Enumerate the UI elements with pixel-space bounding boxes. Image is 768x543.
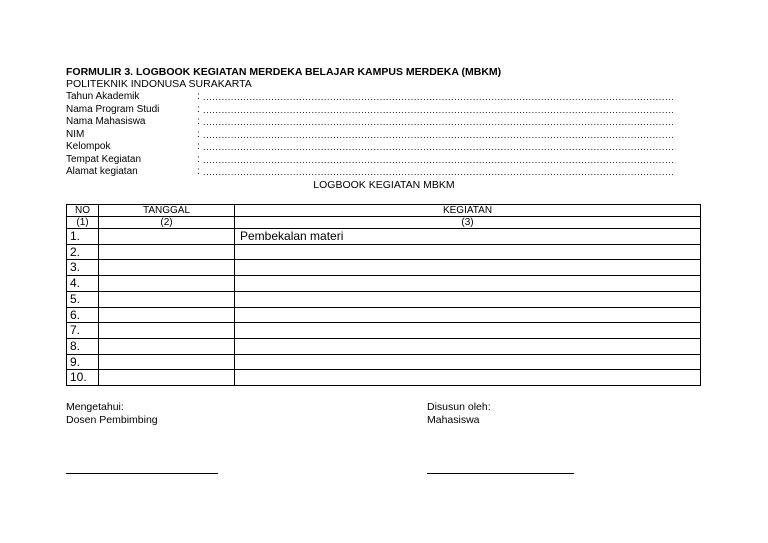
row-number: 8. [67,338,99,354]
field-fill-line[interactable]: ........................................................................................................................................................ [203,104,675,115]
table-row [67,338,701,354]
field-alamat-kegiatan [66,166,675,179]
row-kegiatan-cell[interactable] [235,244,701,260]
row-kegiatan-cell[interactable] [235,276,701,292]
table-row [67,244,701,260]
row-tanggal-cell[interactable] [99,323,235,339]
approval-signature-block [66,401,158,426]
field-fill-line[interactable]: ........................................................................................................................................................ [203,92,675,102]
author-signature-block [427,401,491,426]
row-kegiatan-cell[interactable] [235,260,701,276]
field-kelompok [66,141,675,154]
header-tanggal: TANGGAL [99,205,235,217]
row-kegiatan-cell[interactable]: Pembekalan materi [235,229,701,245]
row-number: 10. [67,370,99,386]
field-fill-line[interactable]: ........................................................................................................................................................ [203,167,675,177]
field-tahun-akademik [66,91,675,104]
row-kegiatan-cell[interactable] [235,291,701,307]
field-tempat-kegiatan [66,153,675,167]
field-label: Nama Mahasiswa [66,116,146,127]
field-fill-line[interactable]: ........................................................................................................................................................ [203,142,675,152]
table-row [67,260,701,276]
column-number-3: (3) [235,217,701,229]
row-kegiatan-cell[interactable] [235,323,701,339]
field-nama-mahasiswa [66,116,675,129]
field-colon: : [197,91,200,102]
table-row [67,276,701,292]
table-row [67,307,701,323]
field-colon: : [197,153,200,165]
row-tanggal-cell[interactable] [99,291,235,307]
field-colon: : [197,166,200,177]
field-colon: : [197,103,200,115]
row-number: 9. [67,354,99,370]
column-number-2: (2) [99,217,235,229]
row-number: 6. [67,307,99,323]
field-label: Kelompok [66,141,111,152]
author-label: Disusun oleh: [427,401,491,413]
row-kegiatan-cell[interactable] [235,307,701,323]
row-tanggal-cell[interactable] [99,370,235,386]
row-tanggal-cell[interactable] [99,244,235,260]
row-number: 3. [67,260,99,276]
field-label: Tahun Akademik [66,91,140,102]
table-column-number-row [67,217,701,229]
row-tanggal-cell[interactable] [99,260,235,276]
logbook-subtitle: LOGBOOK KEGIATAN MBKM [313,179,455,191]
identity-fields [66,91,675,179]
approver-role: Dosen Pembimbing [66,413,158,426]
approval-label: Mengetahui: [66,401,124,413]
field-label: NIM [66,128,85,140]
field-colon: : [197,141,200,152]
field-nim [66,128,675,142]
institution-name: POLITEKNIK INDONUSA SURAKARTA [66,78,252,90]
row-tanggal-cell[interactable] [99,229,235,245]
logbook-table [66,204,701,386]
row-kegiatan-cell[interactable] [235,370,701,386]
row-kegiatan-cell[interactable] [235,354,701,370]
row-tanggal-cell[interactable] [99,354,235,370]
column-number-1: (1) [67,217,99,229]
row-kegiatan-cell[interactable] [235,338,701,354]
author-role: Mahasiswa [427,413,480,426]
table-row [67,323,701,339]
table-row [67,354,701,370]
table-header-row [67,205,701,217]
approver-signature-line[interactable] [66,473,218,474]
row-number: 1. [67,229,99,245]
form-title: FORMULIR 3. LOGBOOK KEGIATAN MERDEKA BELAJAR KAMPUS MERDEKA (MBKM) [66,66,502,78]
table-row [67,370,701,386]
table-row [67,291,701,307]
row-number: 2. [67,244,99,260]
field-label: Tempat Kegiatan [66,153,142,165]
row-tanggal-cell[interactable] [99,276,235,292]
header-kegiatan: KEGIATAN [235,205,701,217]
row-tanggal-cell[interactable] [99,338,235,354]
field-colon: : [197,128,200,140]
field-nama-program-studi [66,103,675,117]
table-row [67,229,701,245]
row-number: 7. [67,323,99,339]
row-number: 5. [67,291,99,307]
field-label: Nama Program Studi [66,103,160,115]
field-colon: : [197,116,200,127]
field-label: Alamat kegiatan [66,166,138,177]
row-tanggal-cell[interactable] [99,307,235,323]
field-fill-line[interactable]: ........................................................................................................................................................ [203,129,675,140]
row-number: 4. [67,276,99,292]
field-fill-line[interactable]: ........................................................................................................................................................ [203,117,675,127]
author-signature-line[interactable] [427,473,574,474]
header-no: NO [67,205,99,217]
field-fill-line[interactable]: ........................................................................................................................................................ [203,154,675,165]
